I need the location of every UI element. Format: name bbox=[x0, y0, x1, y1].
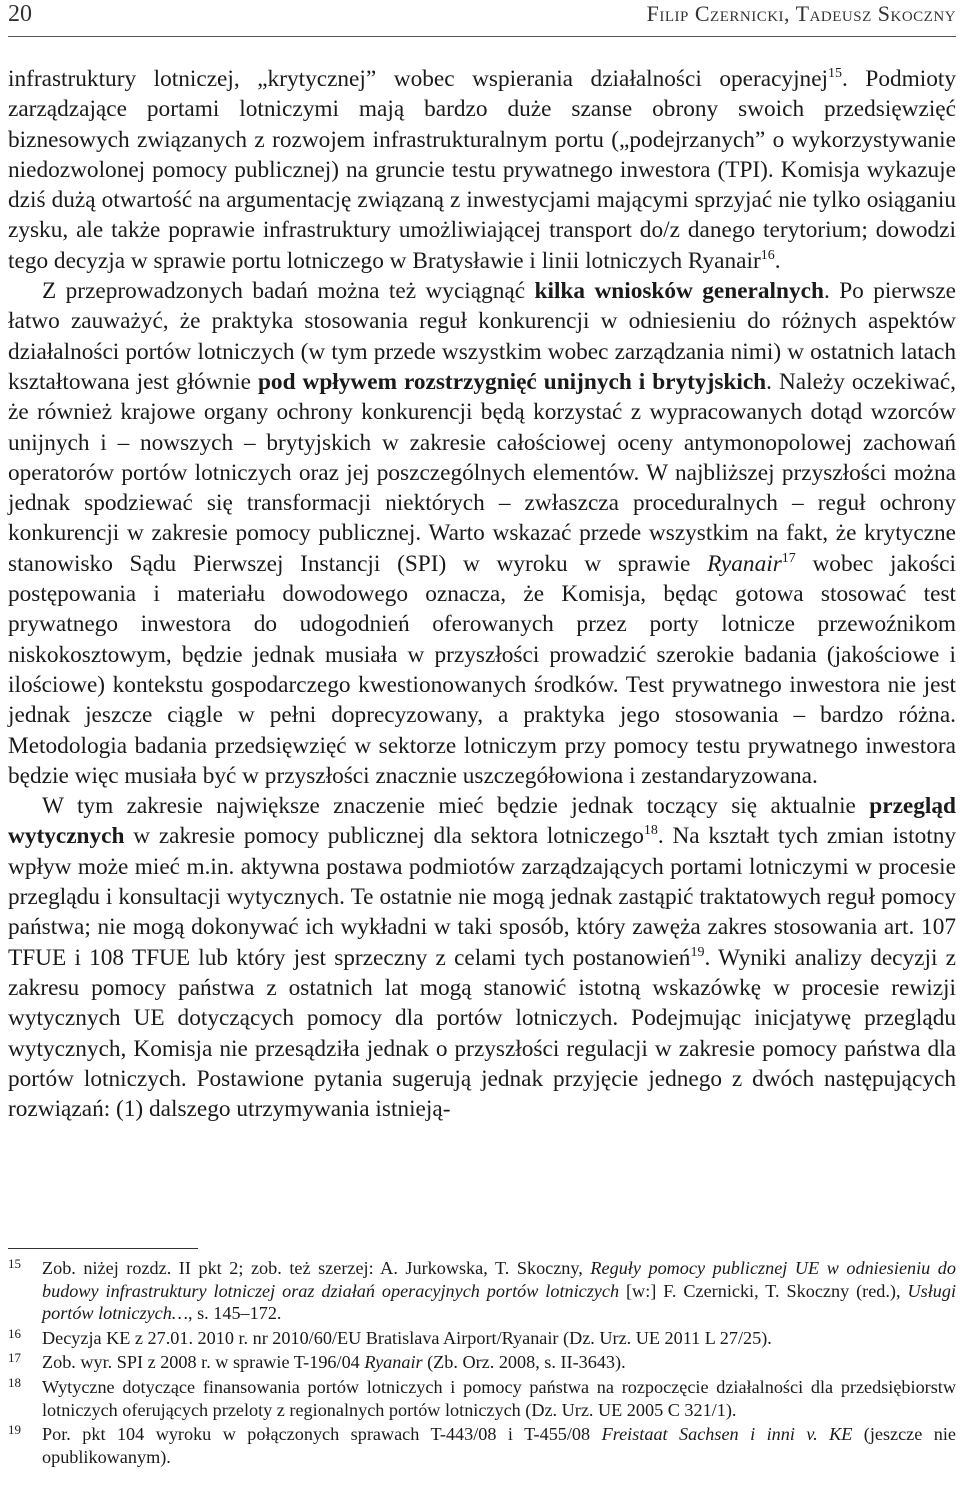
footnote-text: Decyzja KE z 27.01. 2010 r. nr 2010/60/EU Bratislava Airport/Ryanair (Dz. Urz. UE 2011 L 27/25). bbox=[42, 1327, 772, 1348]
footnote-italic: Usługi portów lotniczych… bbox=[42, 1280, 957, 1324]
text-run: . Należy oczekiwać, że również krajowe organy ochrony konkurencji będą korzystać z wypracowanych dotąd wzorców unijnych i – nowszych – brytyjskich w zakresie całościowej oceny antymonopolowej zachowań operatorów portów lotniczych oraz jej poszczególnych elementów. W najbliższej przyszłości można jednak spodziewać się transformacji niektórych – zwłaszcza proceduralnych – reguł ochrony konkurencji w zakresie pomocy publicznej. Warto wskazać przede wszystkim na fakt, że krytyczne stanowisko Sądu Pierwszej Instancji (SPI) w wyroku w sprawie bbox=[8, 368, 957, 577]
footnote-italic: Freistaat Sachsen i inni v. KE bbox=[601, 1424, 853, 1445]
footnote-ref-19[interactable]: 19 bbox=[690, 944, 705, 960]
paragraph-3 bbox=[8, 791, 956, 1124]
footnote-text: (jeszcze nie opublikowanym). bbox=[42, 1424, 956, 1467]
text-run: w zakresie pomocy publicznej dla sektora lotniczego bbox=[124, 823, 644, 850]
bold-phrase: przegląd wytycznych bbox=[8, 793, 956, 850]
paragraph-2 bbox=[8, 276, 956, 791]
footnote-text: [w:] F. Czernicki, T. Skoczny (red.), bbox=[619, 1280, 908, 1301]
text-run: . Po pierwsze łatwo zauważyć, że praktyka stosowania reguł konkurencji w odniesieniu do różnych aspektów działalności portów lotniczych (w tym przede wszystkim wobec zarządzania nimi) w ostatnich latach kształtowana jest głównie bbox=[8, 278, 957, 395]
footnote-number: 19 bbox=[8, 1422, 21, 1438]
footnote-ref-15[interactable]: 15 bbox=[828, 66, 843, 81]
footnote-18 bbox=[8, 1376, 956, 1421]
main-text bbox=[8, 64, 956, 1124]
footnote-ref-18[interactable]: 18 bbox=[643, 823, 658, 839]
text-run: wobec jakości postępowania i materiału dowodowego oznacza, że Komisja, będąc gotowa stosować test prywatnego inwestora do udogodnień oferowanych przez porty lotnicze przewoźnikom niskokosztowym, będzie jednak musiała w przyszłości prowadzić szerokie badania (jakościowe i ilościowe) kontekstu gospodarczego kwestionowanych środków. Test prywatnego inwestora nie jest jednak jeszcze ciągle w pełni doprecyzowany, a praktyka jego stosowania – bardzo różna. Metodologia badania przedsięwzięć w sektorze lotniczym przy pomocy testu prywatnego inwestora będzie więc musiała być w przyszłości znacznie uszczegółowiona i zestandaryzowana. bbox=[8, 550, 956, 789]
footnote-16 bbox=[8, 1327, 956, 1350]
bold-phrase: kilka wniosków generalnych bbox=[534, 278, 824, 305]
footnote-number: 18 bbox=[8, 1374, 21, 1390]
footnote-number: 17 bbox=[8, 1350, 21, 1366]
footnote-text: Por. pkt 104 wyroku w połączonych sprawach T-443/08 i T-455/08 bbox=[42, 1424, 602, 1445]
footnote-17 bbox=[8, 1351, 956, 1374]
text-run: . Podmioty zarządzające portami lotniczymi mają bardzo duże szanse obrony swoich przedsięwzięć biznesowych związanych z rozwojem infrastrukturalnym portu („podejrzanych” o wykorzystywanie niedozwolonej pomocy publicznej) na gruncie testu prywatnego inwestora (TPI). Komisja wykazuje dziś dużą otwartość na argumentację związaną z inwestycjami mającymi sprzyjać nie tylko osiąganiu zysku, ale także poprawie infrastruktury umożliwiającej transport do/z danego terytorium; dowodzi tego decyzja w sprawie portu lotniczego w Bratysławie i linii lotniczych Ryanair bbox=[8, 66, 956, 274]
footnote-divider bbox=[8, 1248, 198, 1249]
footnote-italic: Ryanair bbox=[364, 1352, 423, 1373]
footnote-number: 16 bbox=[8, 1325, 21, 1341]
footnote-ref-16[interactable]: 16 bbox=[760, 247, 775, 263]
italic-case-name: Ryanair bbox=[707, 550, 782, 577]
text-run: infrastruktury lotniczej, „krytycznej” wobec wspierania działalności operacyjnej bbox=[8, 66, 829, 92]
footnote-text: (Zb. Orz. 2008, s. II-3643). bbox=[422, 1352, 626, 1373]
paragraph-1 bbox=[8, 64, 956, 276]
footnote-text: Wytyczne dotyczące finansowania portów lotniczych i pomocy państwa na rozpoczęcie działalności dla przedsiębiorstw lotniczych oferujących przeloty z regionalnych portów lotniczych (Dz. Urz. UE 2005 C 321/1). bbox=[42, 1376, 956, 1420]
footnote-number: 15 bbox=[8, 1256, 21, 1271]
bold-phrase: pod wpływem rozstrzygnięć unijnych i brytyjskich bbox=[257, 368, 767, 395]
footnote-19 bbox=[8, 1423, 956, 1468]
footnote-15 bbox=[8, 1257, 956, 1325]
text-run: . Wyniki analizy decyzji z zakresu pomocy państwa z ostatnich lat mogą stanowić istotną wskazówkę w procesie rewizji wytycznych UE dotyczących pomocy dla portów lotniczych. Podejmując inicjatywę przeglądu wytycznych, Komisja nie przesądziła jednak o przyszłości regulacji w zakresie pomocy państwa dla portów lotniczych. Postawione pytania sugerują jednak przyjęcie jednego z dwóch następujących rozwiązań: (1) dalszego utrzymywania istnieją- bbox=[8, 944, 956, 1123]
text-run: W tym zakresie największe znaczenie mieć będzie jednak toczący się aktualnie bbox=[42, 793, 870, 820]
text-run: . bbox=[774, 247, 781, 274]
running-head: Filip Czernicki, Tadeusz Skoczny bbox=[646, 1, 956, 26]
footnote-italic: Reguły pomocy publicznej UE w odniesieniu do budowy infrastruktury lotniczej oraz działań operacyjnych portów lotniczych bbox=[42, 1258, 956, 1301]
page-header bbox=[8, 0, 956, 37]
footnotes bbox=[8, 1257, 956, 1470]
text-run: Z przeprowadzonych badań można też wyciągnąć bbox=[42, 278, 535, 305]
footnote-text: Zob. wyr. SPI z 2008 r. w sprawie T-196/04 bbox=[42, 1352, 365, 1373]
footnote-ref-17[interactable]: 17 bbox=[781, 550, 796, 566]
text-run: . Na kształt tych zmian istotny wpływ może mieć m.in. aktywna postawa podmiotów zarządzających portami lotniczymi w procesie przeglądu i konsultacji wytycznych. Te ostatnie nie mogą jednak zastąpić traktatowych reguł pomocy państwa; nie mogą dokonywać ich wykładni w taki sposób, który zawęża zakres stosowania art. 107 TFUE i 108 TFUE lub który jest sprzeczny z celami tych postanowień bbox=[8, 823, 956, 971]
footnote-text: Zob. niżej rozdz. II pkt 2; zob. też szerzej: A. Jurkowska, T. Skoczny, bbox=[42, 1258, 591, 1278]
footnote-text: , s. 145–172. bbox=[188, 1303, 282, 1324]
page-number: 20 bbox=[8, 1, 32, 27]
